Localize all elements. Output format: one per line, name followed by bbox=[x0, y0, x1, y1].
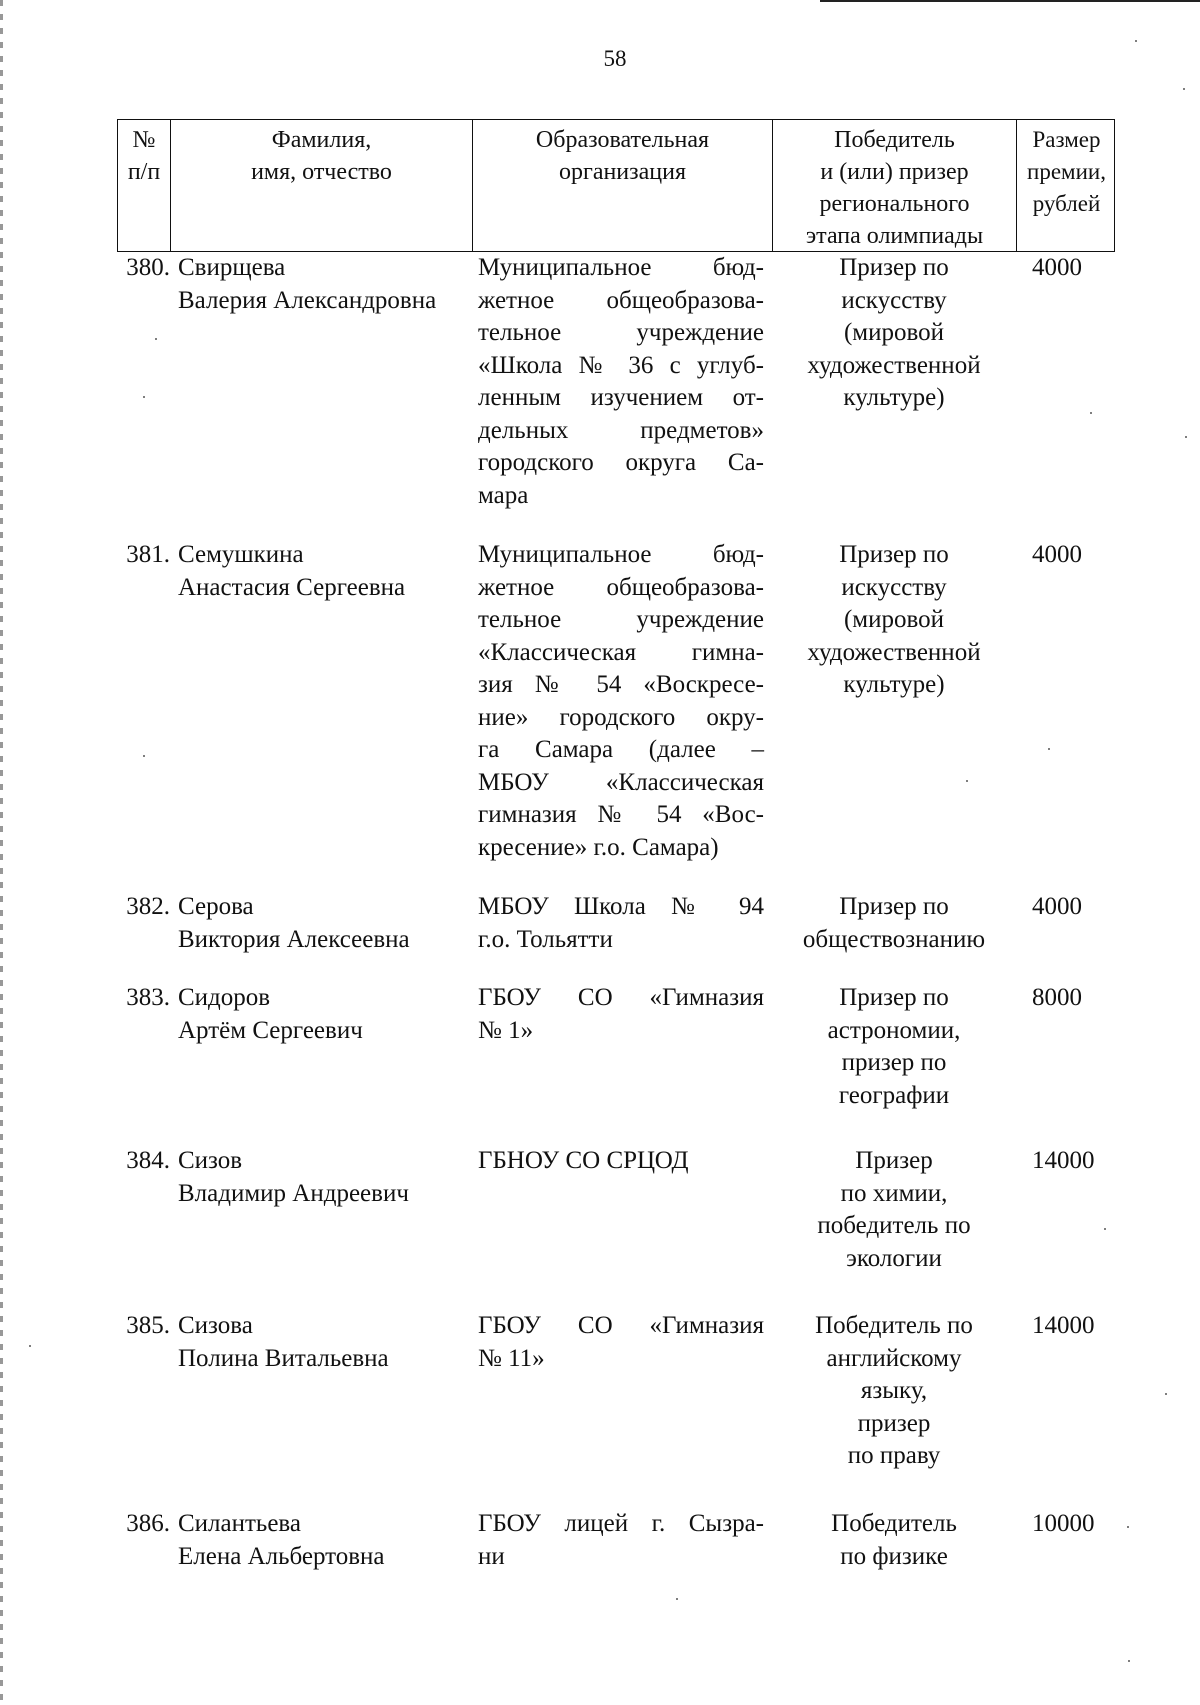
header-fio-line: имя, отчество bbox=[251, 159, 392, 185]
row-prize: 14000 bbox=[1032, 1147, 1095, 1174]
award-line: географии bbox=[838, 1081, 950, 1109]
fio-line: Сизов bbox=[178, 1147, 243, 1174]
scan-speck bbox=[1128, 1660, 1130, 1662]
fio-line: Серова bbox=[178, 893, 254, 920]
row-award bbox=[776, 891, 1012, 956]
org-line: Муниципальное бюд- bbox=[478, 254, 764, 281]
award-line: культуре) bbox=[843, 384, 945, 411]
row-fio bbox=[178, 1310, 468, 1375]
org-line: кресение» г.о. Самара) bbox=[478, 833, 719, 861]
org-line: МБОУ «Классическая bbox=[478, 768, 764, 796]
org-line: «Школа № 36 с углуб- bbox=[478, 351, 764, 379]
header-award bbox=[772, 120, 1016, 251]
org-line: дельных предметов» bbox=[478, 416, 764, 444]
row-fio bbox=[178, 1508, 468, 1573]
header-prize-line: Размер bbox=[1032, 127, 1101, 152]
org-line: ГБОУ СО «Гимназия bbox=[478, 1312, 764, 1339]
scan-speck bbox=[966, 780, 968, 782]
table-header bbox=[117, 119, 1115, 252]
org-line: жетное общеобразова- bbox=[478, 286, 764, 314]
row-org bbox=[478, 1508, 764, 1573]
scan-speck bbox=[143, 755, 145, 757]
header-num-line: № bbox=[132, 127, 156, 153]
fio-line: Валерия Александровна bbox=[178, 286, 437, 314]
row-org bbox=[478, 539, 764, 864]
org-line: ГБОУ СО «Гимназия bbox=[478, 984, 764, 1011]
award-line: по химии, bbox=[840, 1179, 948, 1207]
fio-line: Сизова bbox=[178, 1312, 253, 1339]
header-prize-line: рублей bbox=[1032, 191, 1101, 216]
award-line: Победитель по bbox=[815, 1312, 973, 1339]
org-line: тельное учреждение bbox=[478, 319, 764, 346]
org-line: Муниципальное бюд- bbox=[478, 541, 764, 568]
org-line: га Самара (далее – bbox=[478, 736, 764, 763]
award-line: культуре) bbox=[843, 671, 945, 698]
scan-speck bbox=[676, 1598, 678, 1600]
page-number: 58 bbox=[603, 46, 627, 71]
award-line: Призер по bbox=[839, 893, 949, 920]
row-fio bbox=[178, 982, 468, 1047]
row-number: 383. bbox=[126, 984, 170, 1011]
org-line: жетное общеобразова- bbox=[478, 573, 764, 601]
org-line: городского округа Са- bbox=[478, 449, 764, 476]
row-prize: 4000 bbox=[1032, 893, 1082, 920]
top-border-line bbox=[820, 0, 1200, 2]
row-number: 381. bbox=[126, 541, 170, 568]
award-line: (мировой bbox=[843, 319, 945, 346]
org-line: зия № 54 «Воскресе- bbox=[478, 671, 764, 698]
row-prize: 4000 bbox=[1032, 254, 1082, 281]
header-org-line: Образовательная bbox=[535, 127, 710, 153]
award-line: Победитель bbox=[831, 1510, 957, 1537]
row-award bbox=[776, 1310, 1012, 1473]
award-line: английскому bbox=[826, 1344, 962, 1372]
scan-speck bbox=[1135, 40, 1137, 42]
header-fio bbox=[170, 120, 472, 251]
award-line: победитель по bbox=[817, 1212, 971, 1239]
award-line: по физике bbox=[840, 1542, 948, 1570]
row-prize: 14000 bbox=[1032, 1312, 1095, 1339]
row-award bbox=[776, 1508, 1012, 1573]
header-award-line: и (или) призер bbox=[820, 159, 969, 185]
row-prize: 10000 bbox=[1032, 1510, 1095, 1537]
award-line: экологии bbox=[846, 1244, 942, 1272]
award-line: искусству bbox=[841, 573, 947, 601]
fio-line: Анастасия Сергеевна bbox=[178, 573, 406, 601]
scan-speck bbox=[1185, 436, 1187, 438]
scan-edge bbox=[0, 0, 3, 1705]
fio-line: Полина Витальевна bbox=[178, 1344, 389, 1372]
award-line: Призер bbox=[855, 1147, 933, 1174]
org-line: гимназия № 54 «Вос- bbox=[478, 801, 764, 828]
fio-line: Силантьева bbox=[178, 1510, 301, 1537]
header-num bbox=[118, 120, 170, 251]
row-org bbox=[478, 982, 764, 1047]
scan-speck bbox=[1183, 88, 1185, 90]
org-line: № 11» bbox=[478, 1344, 545, 1372]
award-line: призер по bbox=[841, 1049, 947, 1076]
row-number: 380. bbox=[126, 254, 170, 281]
award-line: призер bbox=[857, 1409, 931, 1437]
row-award bbox=[776, 982, 1012, 1112]
header-org bbox=[472, 120, 772, 251]
row-prize: 8000 bbox=[1032, 984, 1082, 1011]
scan-speck bbox=[1127, 1526, 1129, 1528]
scan-speck bbox=[155, 338, 157, 340]
scan-speck bbox=[1048, 748, 1050, 750]
org-line: ние» городского окру- bbox=[478, 703, 764, 731]
header-award-line: этапа олимпиады bbox=[805, 223, 984, 249]
row-number: 386. bbox=[126, 1510, 170, 1537]
fio-line: Сидоров bbox=[178, 984, 271, 1011]
org-line: ни bbox=[478, 1542, 505, 1570]
award-line: Призер по bbox=[839, 984, 949, 1011]
row-org bbox=[478, 1145, 764, 1178]
award-line: астрономии, bbox=[827, 1016, 961, 1044]
org-line: № 1» bbox=[478, 1016, 534, 1044]
header-org-line: организация bbox=[558, 159, 687, 185]
header-award-line: Победитель bbox=[834, 127, 955, 153]
org-line: тельное учреждение bbox=[478, 606, 764, 633]
org-line: МБОУ Школа № 94 bbox=[478, 893, 764, 920]
org-line: ГБНОУ СО СРЦОД bbox=[478, 1147, 689, 1174]
org-line: ГБОУ лицей г. Сызра- bbox=[478, 1510, 764, 1537]
row-number: 382. bbox=[126, 893, 170, 920]
header-award-line: регионального bbox=[819, 191, 970, 217]
header-prize bbox=[1016, 120, 1116, 251]
scan-speck bbox=[29, 1345, 31, 1347]
org-line: ленным изучением от- bbox=[478, 384, 764, 411]
row-fio bbox=[178, 252, 468, 317]
award-line: Призер по bbox=[839, 254, 949, 281]
fio-line: Елена Альбертовна bbox=[178, 1542, 385, 1570]
row-fio bbox=[178, 891, 468, 956]
row-org bbox=[478, 1310, 764, 1375]
scan-speck bbox=[1165, 1393, 1167, 1395]
fio-line: Виктория Алексеевна bbox=[178, 925, 410, 953]
fio-line: Семушкина bbox=[178, 541, 304, 568]
award-line: искусству bbox=[841, 286, 947, 314]
fio-line: Владимир Андреевич bbox=[178, 1179, 409, 1207]
row-org bbox=[478, 891, 764, 956]
fio-line: Свирщева bbox=[178, 254, 286, 281]
header-prize-line: премии, bbox=[1027, 159, 1106, 184]
header-fio-line: Фамилия, bbox=[271, 127, 372, 153]
row-org bbox=[478, 252, 764, 512]
row-fio bbox=[178, 1145, 468, 1210]
award-line: художественной bbox=[807, 351, 981, 379]
award-line: (мировой bbox=[843, 606, 945, 633]
award-line: по праву bbox=[847, 1442, 941, 1469]
scan-speck bbox=[1104, 1228, 1106, 1230]
header-num-line: п/п bbox=[127, 159, 161, 185]
org-line: г.о. Тольятти bbox=[478, 925, 613, 953]
scan-speck bbox=[143, 396, 145, 398]
fio-line: Артём Сергеевич bbox=[178, 1016, 363, 1044]
row-number: 385. bbox=[126, 1312, 170, 1339]
row-fio bbox=[178, 539, 468, 604]
row-award bbox=[776, 252, 1012, 415]
org-line: мара bbox=[478, 481, 529, 509]
org-line: «Классическая гимна- bbox=[478, 638, 764, 666]
row-award bbox=[776, 1145, 1012, 1275]
award-line: Призер по bbox=[839, 541, 949, 568]
scan-speck bbox=[1090, 412, 1092, 414]
award-line: художественной bbox=[807, 638, 981, 666]
row-number: 384. bbox=[126, 1147, 170, 1174]
award-line: языку, bbox=[860, 1377, 928, 1404]
award-line: обществознанию bbox=[802, 925, 986, 953]
row-award bbox=[776, 539, 1012, 702]
row-prize: 4000 bbox=[1032, 541, 1082, 568]
